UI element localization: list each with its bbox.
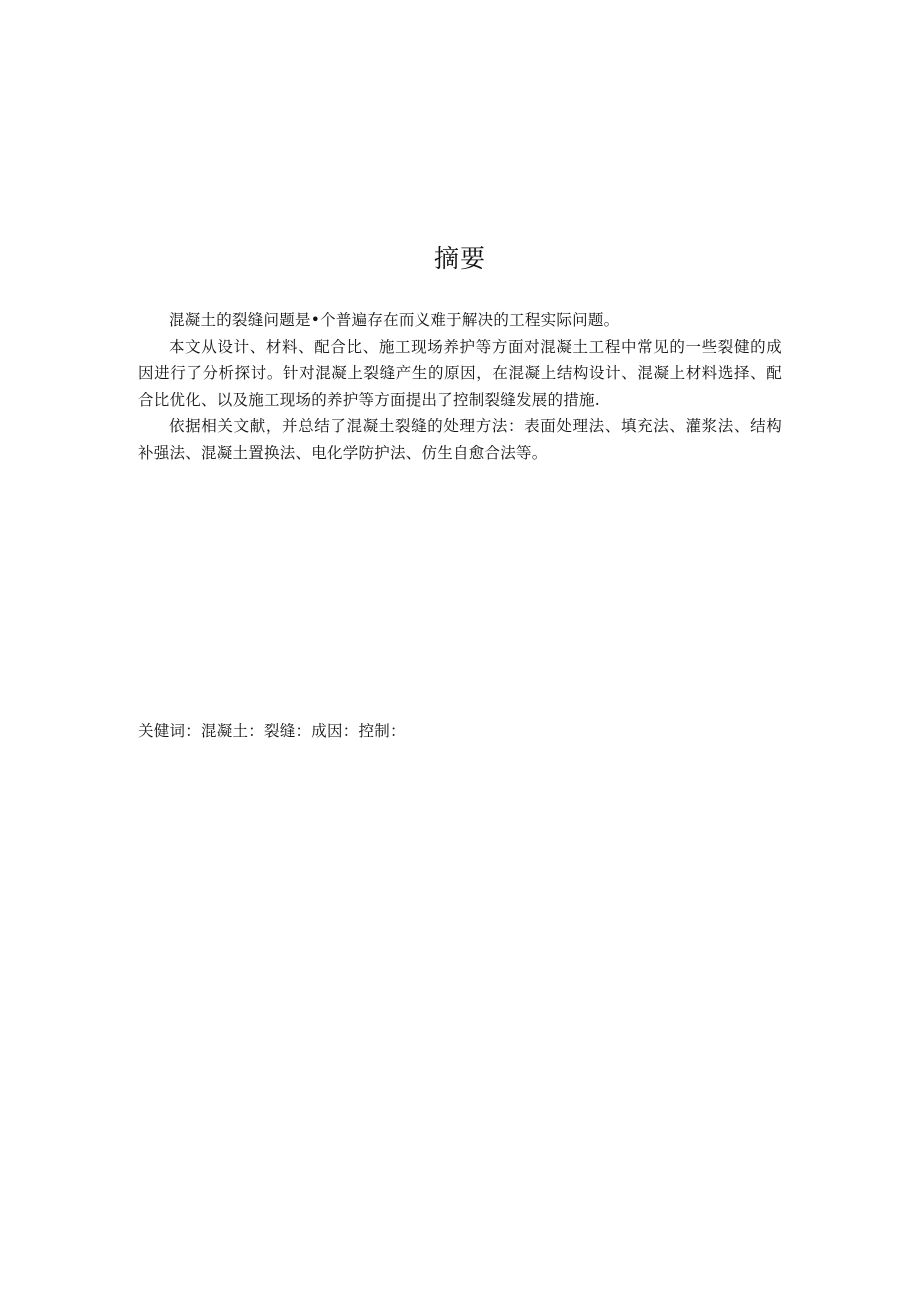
abstract-paragraph-2: 本文从设计、材料、配合比、施工现场养护等方面对混凝土工程中常见的一些裂健的成因进行了分析探讨。针对混凝上裂缝产生的原因，在混凝上结构设计、混凝上材料选择、配合比优化、以及施工现场的养护等方面提出了控制裂缝发展的措施. [138, 337, 782, 409]
abstract-body [138, 307, 782, 466]
abstract-title: 摘要 [433, 244, 486, 273]
abstract-paragraph-3: 依据相关文献，并总结了混凝土裂缝的处理方法：表面处理法、填充法、灌浆法、结构补强法、混凝土置换法、电化学防护法、仿生自愈合法等。 [138, 417, 782, 462]
abstract-paragraph-1: 混凝土的裂缝问题是•个普遍存在而义难于解决的工程实际问题。 [169, 311, 620, 329]
keywords-line: 关健词：混凝土：裂缝：成因：控制： [138, 722, 406, 740]
